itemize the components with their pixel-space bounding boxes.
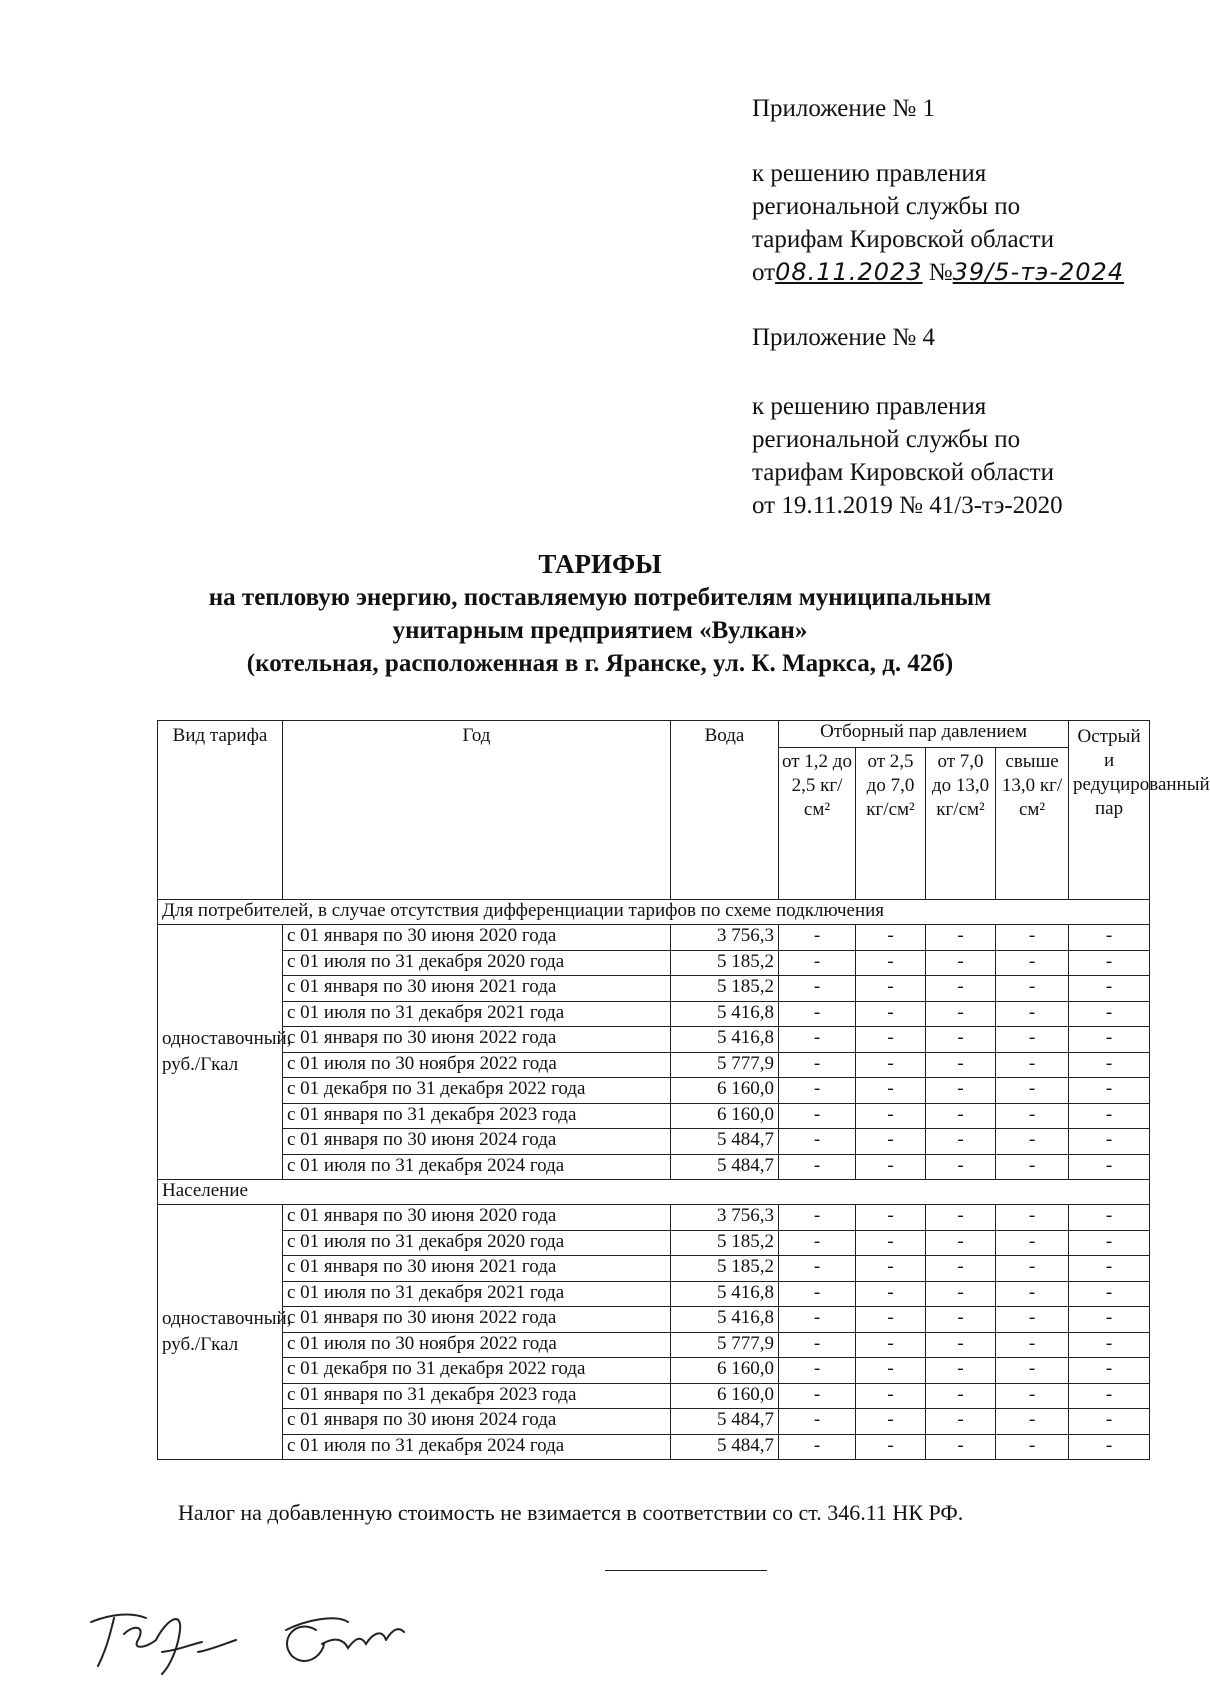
empty-tariff-cell: -: [1069, 1409, 1150, 1435]
empty-tariff-cell: -: [926, 1027, 996, 1053]
water-tariff-cell: 5 185,2: [671, 1230, 779, 1256]
empty-tariff-cell: -: [996, 1409, 1069, 1435]
water-tariff-cell: 3 756,3: [671, 1205, 779, 1231]
empty-tariff-cell: -: [926, 976, 996, 1002]
tariff-kind: одноставочный, руб./Гкал: [158, 1205, 283, 1460]
empty-tariff-cell: -: [1069, 1027, 1150, 1053]
tariff-row: [158, 1001, 1150, 1027]
empty-tariff-cell: -: [779, 1358, 856, 1384]
empty-tariff-cell: -: [779, 1078, 856, 1104]
header-tariff-type: Вид тарифа: [158, 721, 283, 900]
appendix-1-title-text: Приложение № 1: [752, 95, 936, 122]
period-cell: с 01 июля по 31 декабря 2020 года: [283, 1230, 671, 1256]
tariff-table: [157, 720, 1210, 1460]
empty-tariff-cell: -: [779, 1129, 856, 1155]
empty-tariff-cell: -: [996, 1001, 1069, 1027]
empty-tariff-cell: -: [779, 1103, 856, 1129]
empty-tariff-cell: -: [1069, 1332, 1150, 1358]
tariff-row: [158, 976, 1150, 1002]
empty-tariff-cell: -: [856, 1434, 926, 1460]
empty-tariff-cell: -: [779, 1230, 856, 1256]
empty-tariff-cell: -: [856, 925, 926, 951]
empty-tariff-cell: -: [856, 1205, 926, 1231]
tariff-row: [158, 1281, 1150, 1307]
empty-tariff-cell: -: [926, 1103, 996, 1129]
empty-tariff-cell: -: [926, 1052, 996, 1078]
empty-tariff-cell: -: [926, 1383, 996, 1409]
empty-tariff-cell: -: [926, 1078, 996, 1104]
empty-tariff-cell: -: [996, 1434, 1069, 1460]
empty-tariff-cell: -: [996, 1129, 1069, 1155]
water-tariff-cell: 5 416,8: [671, 1307, 779, 1333]
handwritten-signature: [86, 1600, 446, 1680]
empty-tariff-cell: -: [856, 1001, 926, 1027]
empty-tariff-cell: -: [779, 1052, 856, 1078]
appendix-1-line: к решению правления: [752, 160, 987, 187]
appendix-1-line: региональной службы по: [752, 193, 1021, 220]
header-water: Вода: [671, 721, 779, 900]
appendix-4-title: [752, 321, 935, 354]
empty-tariff-cell: -: [856, 1281, 926, 1307]
empty-tariff-cell: -: [926, 950, 996, 976]
tariff-row: [158, 1383, 1150, 1409]
empty-tariff-cell: -: [1069, 1358, 1150, 1384]
empty-tariff-cell: -: [926, 1332, 996, 1358]
tariff-row: [158, 1129, 1150, 1155]
period-cell: с 01 января по 30 июня 2021 года: [283, 1256, 671, 1282]
empty-tariff-cell: -: [996, 925, 1069, 951]
appendix-1-line: тарифам Кировской области: [752, 226, 1054, 253]
empty-tariff-cell: -: [779, 925, 856, 951]
empty-tariff-cell: -: [856, 1103, 926, 1129]
period-cell: с 01 января по 31 декабря 2023 года: [283, 1383, 671, 1409]
tariff-body: [158, 900, 1150, 1460]
header-sharp-steam: Острый и редуцированный пар: [1069, 721, 1150, 900]
empty-tariff-cell: -: [1069, 1052, 1150, 1078]
period-cell: с 01 января по 30 июня 2021 года: [283, 976, 671, 1002]
water-tariff-cell: 6 160,0: [671, 1078, 779, 1104]
period-cell: с 01 января по 30 июня 2020 года: [283, 925, 671, 951]
empty-tariff-cell: -: [996, 1332, 1069, 1358]
header-steam-1: от 1,2 до 2,5 кг/см²: [779, 748, 856, 900]
empty-tariff-cell: -: [1069, 1307, 1150, 1333]
water-tariff-cell: 5 416,8: [671, 1281, 779, 1307]
period-cell: с 01 января по 31 декабря 2023 года: [283, 1103, 671, 1129]
empty-tariff-cell: -: [856, 1052, 926, 1078]
water-tariff-cell: 5 777,9: [671, 1052, 779, 1078]
empty-tariff-cell: -: [996, 1383, 1069, 1409]
empty-tariff-cell: -: [926, 1001, 996, 1027]
empty-tariff-cell: -: [779, 1001, 856, 1027]
appendix-4-line: региональной службы по: [752, 426, 1021, 453]
tariff-row: [158, 1052, 1150, 1078]
empty-tariff-cell: -: [996, 950, 1069, 976]
tariff-row: [158, 1358, 1150, 1384]
empty-tariff-cell: -: [779, 1027, 856, 1053]
empty-tariff-cell: -: [926, 1129, 996, 1155]
empty-tariff-cell: -: [856, 1332, 926, 1358]
water-tariff-cell: 5 416,8: [671, 1001, 779, 1027]
water-tariff-cell: 5 777,9: [671, 1332, 779, 1358]
empty-tariff-cell: -: [996, 1052, 1069, 1078]
water-tariff-cell: 5 185,2: [671, 950, 779, 976]
empty-tariff-cell: -: [779, 950, 856, 976]
empty-tariff-cell: -: [856, 1409, 926, 1435]
empty-tariff-cell: -: [996, 1154, 1069, 1180]
tariff-kind: одноставочный, руб./Гкал: [158, 925, 283, 1180]
period-cell: с 01 января по 30 июня 2022 года: [283, 1307, 671, 1333]
empty-tariff-cell: -: [996, 1078, 1069, 1104]
appendix-4-line: к решению правления: [752, 393, 987, 420]
empty-tariff-cell: -: [856, 1154, 926, 1180]
empty-tariff-cell: -: [1069, 925, 1150, 951]
empty-tariff-cell: -: [856, 1383, 926, 1409]
appendix-4-line: тарифам Кировской области: [752, 459, 1054, 486]
empty-tariff-cell: -: [1069, 1205, 1150, 1231]
empty-tariff-cell: -: [1069, 1154, 1150, 1180]
empty-tariff-cell: -: [996, 1307, 1069, 1333]
section-row: [158, 900, 1150, 925]
empty-tariff-cell: -: [779, 1281, 856, 1307]
header-row: [158, 721, 1150, 748]
period-cell: с 01 января по 30 июня 2020 года: [283, 1205, 671, 1231]
tariff-row: [158, 1078, 1150, 1104]
date-prefix: от: [752, 259, 776, 286]
empty-tariff-cell: -: [996, 1358, 1069, 1384]
empty-tariff-cell: -: [996, 1230, 1069, 1256]
empty-tariff-cell: -: [996, 976, 1069, 1002]
empty-tariff-cell: -: [779, 976, 856, 1002]
empty-tariff-cell: -: [926, 1205, 996, 1231]
period-cell: с 01 декабря по 31 декабря 2022 года: [283, 1358, 671, 1384]
empty-tariff-cell: -: [1069, 1256, 1150, 1282]
empty-tariff-cell: -: [856, 1078, 926, 1104]
empty-tariff-cell: -: [779, 1434, 856, 1460]
empty-tariff-cell: -: [1069, 1078, 1150, 1104]
empty-tariff-cell: -: [1069, 1434, 1150, 1460]
tariff-row: [158, 1332, 1150, 1358]
water-tariff-cell: 3 756,3: [671, 925, 779, 951]
empty-tariff-cell: -: [926, 1281, 996, 1307]
empty-tariff-cell: -: [779, 1307, 856, 1333]
water-tariff-cell: 5 484,7: [671, 1409, 779, 1435]
document-title: ТАРИФЫ: [538, 549, 662, 579]
empty-tariff-cell: -: [779, 1383, 856, 1409]
empty-tariff-cell: -: [996, 1205, 1069, 1231]
empty-tariff-cell: -: [779, 1154, 856, 1180]
water-tariff-cell: 5 185,2: [671, 1256, 779, 1282]
period-cell: с 01 июля по 31 декабря 2024 года: [283, 1434, 671, 1460]
period-cell: с 01 июля по 31 декабря 2020 года: [283, 950, 671, 976]
period-cell: с 01 июля по 31 декабря 2021 года: [283, 1001, 671, 1027]
empty-tariff-cell: -: [996, 1103, 1069, 1129]
empty-tariff-cell: -: [856, 1358, 926, 1384]
empty-tariff-cell: -: [926, 1307, 996, 1333]
empty-tariff-cell: -: [926, 1230, 996, 1256]
document-subtitle-line: на тепловую энергию, поставляемую потребителям муниципальным: [208, 584, 992, 611]
tariff-row: [158, 1256, 1150, 1282]
empty-tariff-cell: -: [926, 1358, 996, 1384]
period-cell: с 01 декабря по 31 декабря 2022 года: [283, 1078, 671, 1104]
document-heading: [100, 548, 1100, 680]
empty-tariff-cell: -: [1069, 950, 1150, 976]
period-cell: с 01 января по 30 июня 2024 года: [283, 1129, 671, 1155]
water-tariff-cell: 5 484,7: [671, 1154, 779, 1180]
water-tariff-cell: 5 484,7: [671, 1129, 779, 1155]
empty-tariff-cell: -: [926, 925, 996, 951]
water-tariff-cell: 6 160,0: [671, 1103, 779, 1129]
period-cell: с 01 июля по 31 декабря 2024 года: [283, 1154, 671, 1180]
empty-tariff-cell: -: [1069, 1230, 1150, 1256]
empty-tariff-cell: -: [1069, 1129, 1150, 1155]
period-cell: с 01 января по 30 июня 2022 года: [283, 1027, 671, 1053]
appendix-4-body: [752, 390, 1063, 522]
document-subtitle-line: (котельная, расположенная в г. Яранске, ул. К. Маркса, д. 42б): [246, 650, 954, 677]
empty-tariff-cell: -: [926, 1434, 996, 1460]
tariff-row: [158, 1205, 1150, 1231]
empty-tariff-cell: -: [1069, 1383, 1150, 1409]
water-tariff-cell: 5 484,7: [671, 1434, 779, 1460]
period-cell: с 01 июля по 30 ноября 2022 года: [283, 1332, 671, 1358]
empty-tariff-cell: -: [996, 1281, 1069, 1307]
header-steam-2: от 2,5 до 7,0 кг/см²: [856, 748, 926, 900]
tariff-row: [158, 1103, 1150, 1129]
number-prefix: №: [928, 259, 953, 286]
empty-tariff-cell: -: [856, 950, 926, 976]
empty-tariff-cell: -: [779, 1409, 856, 1435]
header-year: Год: [283, 721, 671, 900]
empty-tariff-cell: -: [856, 976, 926, 1002]
signature-rule: [605, 1570, 767, 1571]
empty-tariff-cell: -: [926, 1409, 996, 1435]
appendix-1-body: [752, 157, 1124, 289]
header-steam-group: Отборный пар давлением: [779, 721, 1069, 748]
handwritten-number: 39/5-тэ-2024: [952, 258, 1125, 286]
water-tariff-cell: 6 160,0: [671, 1383, 779, 1409]
water-tariff-cell: 6 160,0: [671, 1358, 779, 1384]
period-cell: с 01 июля по 30 ноября 2022 года: [283, 1052, 671, 1078]
appendix-1-title: [752, 92, 935, 125]
empty-tariff-cell: -: [1069, 976, 1150, 1002]
period-cell: с 01 января по 30 июня 2024 года: [283, 1409, 671, 1435]
tariff-row: [158, 1027, 1150, 1053]
empty-tariff-cell: -: [926, 1256, 996, 1282]
empty-tariff-cell: -: [926, 1154, 996, 1180]
empty-tariff-cell: -: [856, 1256, 926, 1282]
empty-tariff-cell: -: [996, 1256, 1069, 1282]
empty-tariff-cell: -: [1069, 1103, 1150, 1129]
period-cell: с 01 июля по 31 декабря 2021 года: [283, 1281, 671, 1307]
section-row: [158, 1180, 1150, 1205]
tariff-row: [158, 1230, 1150, 1256]
empty-tariff-cell: -: [779, 1332, 856, 1358]
empty-tariff-cell: -: [779, 1205, 856, 1231]
empty-tariff-cell: -: [1069, 1001, 1150, 1027]
appendix-1-date-line: [752, 256, 1124, 289]
section-title: Для потребителей, в случае отсутствия дифференциации тарифов по схеме подключения: [158, 900, 1150, 925]
water-tariff-cell: 5 185,2: [671, 976, 779, 1002]
header-steam-4: свыше 13,0 кг/см²: [996, 748, 1069, 900]
tariff-row: [158, 1307, 1150, 1333]
tariff-row: [158, 1434, 1150, 1460]
empty-tariff-cell: -: [996, 1027, 1069, 1053]
empty-tariff-cell: -: [1069, 1281, 1150, 1307]
tariff-row: [158, 1154, 1150, 1180]
empty-tariff-cell: -: [856, 1230, 926, 1256]
tariff-row: [158, 1409, 1150, 1435]
empty-tariff-cell: -: [856, 1027, 926, 1053]
water-tariff-cell: 5 416,8: [671, 1027, 779, 1053]
vat-footnote: Налог на добавленную стоимость не взимается в соответствии со ст. 346.11 НК РФ.: [178, 1500, 964, 1525]
handwritten-date: 08.11.2023: [775, 258, 923, 286]
empty-tariff-cell: -: [856, 1129, 926, 1155]
empty-tariff-cell: -: [779, 1256, 856, 1282]
tariff-row: [158, 925, 1150, 951]
appendix-4-line: от 19.11.2019 № 41/3-тэ-2020: [752, 492, 1063, 519]
tariff-row: [158, 950, 1150, 976]
document-subtitle-line: унитарным предприятием «Вулкан»: [392, 617, 808, 644]
header-steam-3: от 7,0 до 13,0 кг/см²: [926, 748, 996, 900]
appendix-4-title-text: Приложение № 4: [752, 324, 936, 351]
empty-tariff-cell: -: [856, 1307, 926, 1333]
section-title: Население: [158, 1180, 1150, 1205]
